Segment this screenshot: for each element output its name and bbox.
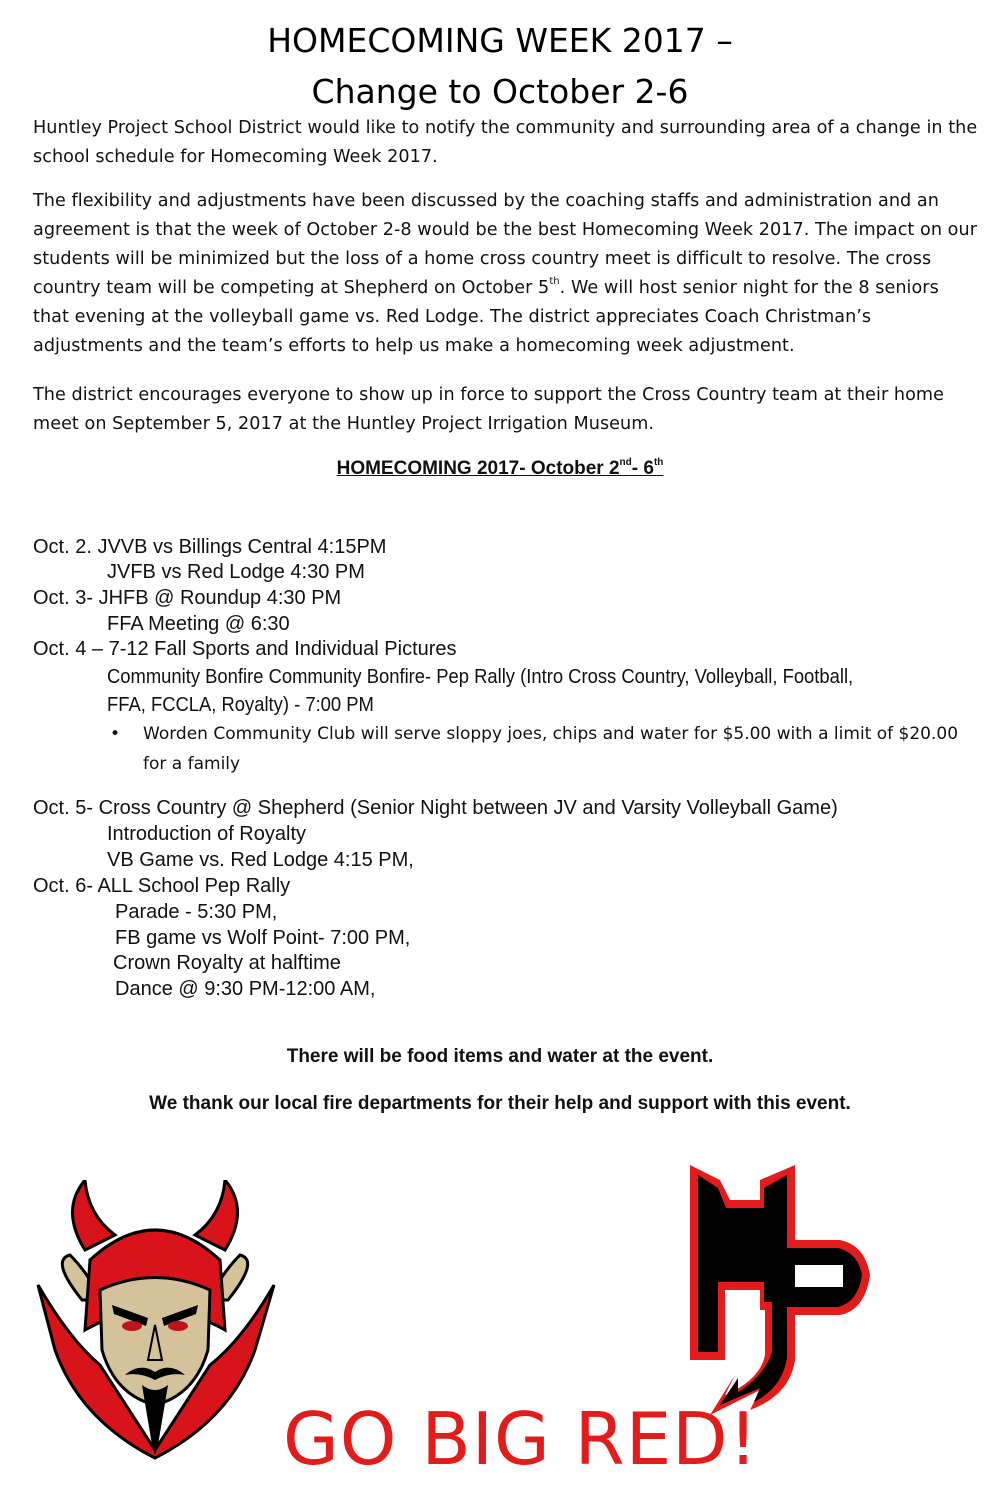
intro-paragraph: Huntley Project School District would like to notify the community and surrounding area of a change in the school schedule for Homecoming Week 2017.	[33, 118, 978, 167]
devil-mascot-icon	[30, 1180, 280, 1460]
page-title-line-1: HOMECOMING WEEK 2017 –	[267, 21, 733, 60]
schedule-line: Oct. 4 – 7-12 Fall Sports and Individual Pictures	[33, 638, 457, 660]
thanks-note: We thank our local fire departments for their help and support with this event.	[149, 1093, 851, 1114]
schedule-line: Oct. 6- ALL School Pep Rally	[33, 875, 291, 897]
details-text-a: The flexibility and adjustments have been discussed by the coaching staffs and administration and an agreement is that the week of October 2-8 would be the best Homecoming Week 2017. The impact on our students will be minimized but the loss of a home cross country meet is difficult to resolve. The cross country team will be competing at Shepherd on October 5	[33, 191, 977, 298]
schedule-heading-text-b: - 6	[631, 458, 654, 479]
schedule-line: Oct. 2. JVVB vs Billings Central 4:15PM	[33, 536, 387, 558]
schedule-line: FFA Meeting @ 6:30	[107, 613, 290, 635]
details-paragraph	[33, 187, 978, 361]
schedule-heading	[0, 458, 1000, 480]
devil-mascot-svg	[30, 1180, 280, 1460]
schedule-heading-sup-a: nd	[619, 456, 632, 468]
schedule-line: FB game vs Wolf Point- 7:00 PM,	[115, 927, 411, 949]
page-title-line-2: Change to October 2-6	[311, 72, 689, 111]
schedule-line: Crown Royalty at halftime	[113, 952, 341, 974]
schedule-line: JVFB vs Red Lodge 4:30 PM	[107, 561, 365, 583]
schedule-line: Community Bonfire Community Bonfire- Pep Rally (Intro Cross Country, Volleyball, Football,	[107, 666, 854, 688]
schedule-heading-sup-b: th	[653, 456, 664, 468]
schedule-line: Oct. 3- JHFB @ Roundup 4:30 PM	[33, 587, 342, 609]
details-superscript: th	[549, 276, 560, 288]
schedule-line: Parade - 5:30 PM,	[115, 901, 278, 923]
schedule-line: Oct. 5- Cross Country @ Shepherd (Senior Night between JV and Varsity Volleyball Game)	[33, 797, 838, 819]
encouragement-paragraph: The district encourages everyone to show up in force to support the Cross Country team at their home meet on September 5, 2017 at the Huntley Project Irrigation Museum.	[33, 385, 944, 434]
schedule-line: Introduction of Royalty	[107, 823, 306, 845]
schedule-line: Dance @ 9:30 PM-12:00 AM,	[115, 978, 376, 1000]
schedule-line: FFA, FCCLA, Royalty) - 7:00 PM	[107, 694, 374, 716]
schedule-heading-text-a: HOMECOMING 2017- October 2	[336, 458, 620, 479]
go-big-red-slogan: GO BIG RED!	[283, 1397, 759, 1481]
bullet-text: Worden Community Club will serve sloppy joes, chips and water for $5.00 with a limit of $20.00 for a family	[143, 724, 959, 774]
bullet-mark: •	[110, 724, 121, 744]
food-note: There will be food items and water at the event.	[286, 1046, 714, 1067]
schedule-line: VB Game vs. Red Lodge 4:15 PM,	[107, 849, 414, 871]
details-text-b: . We will host senior night for the 8 seniors that evening at the volleyball game vs. Red Lodge. The district appreciates Coach Christman’s adjustments and the team’s efforts to help us make a homecoming week adjustment.	[33, 278, 939, 356]
